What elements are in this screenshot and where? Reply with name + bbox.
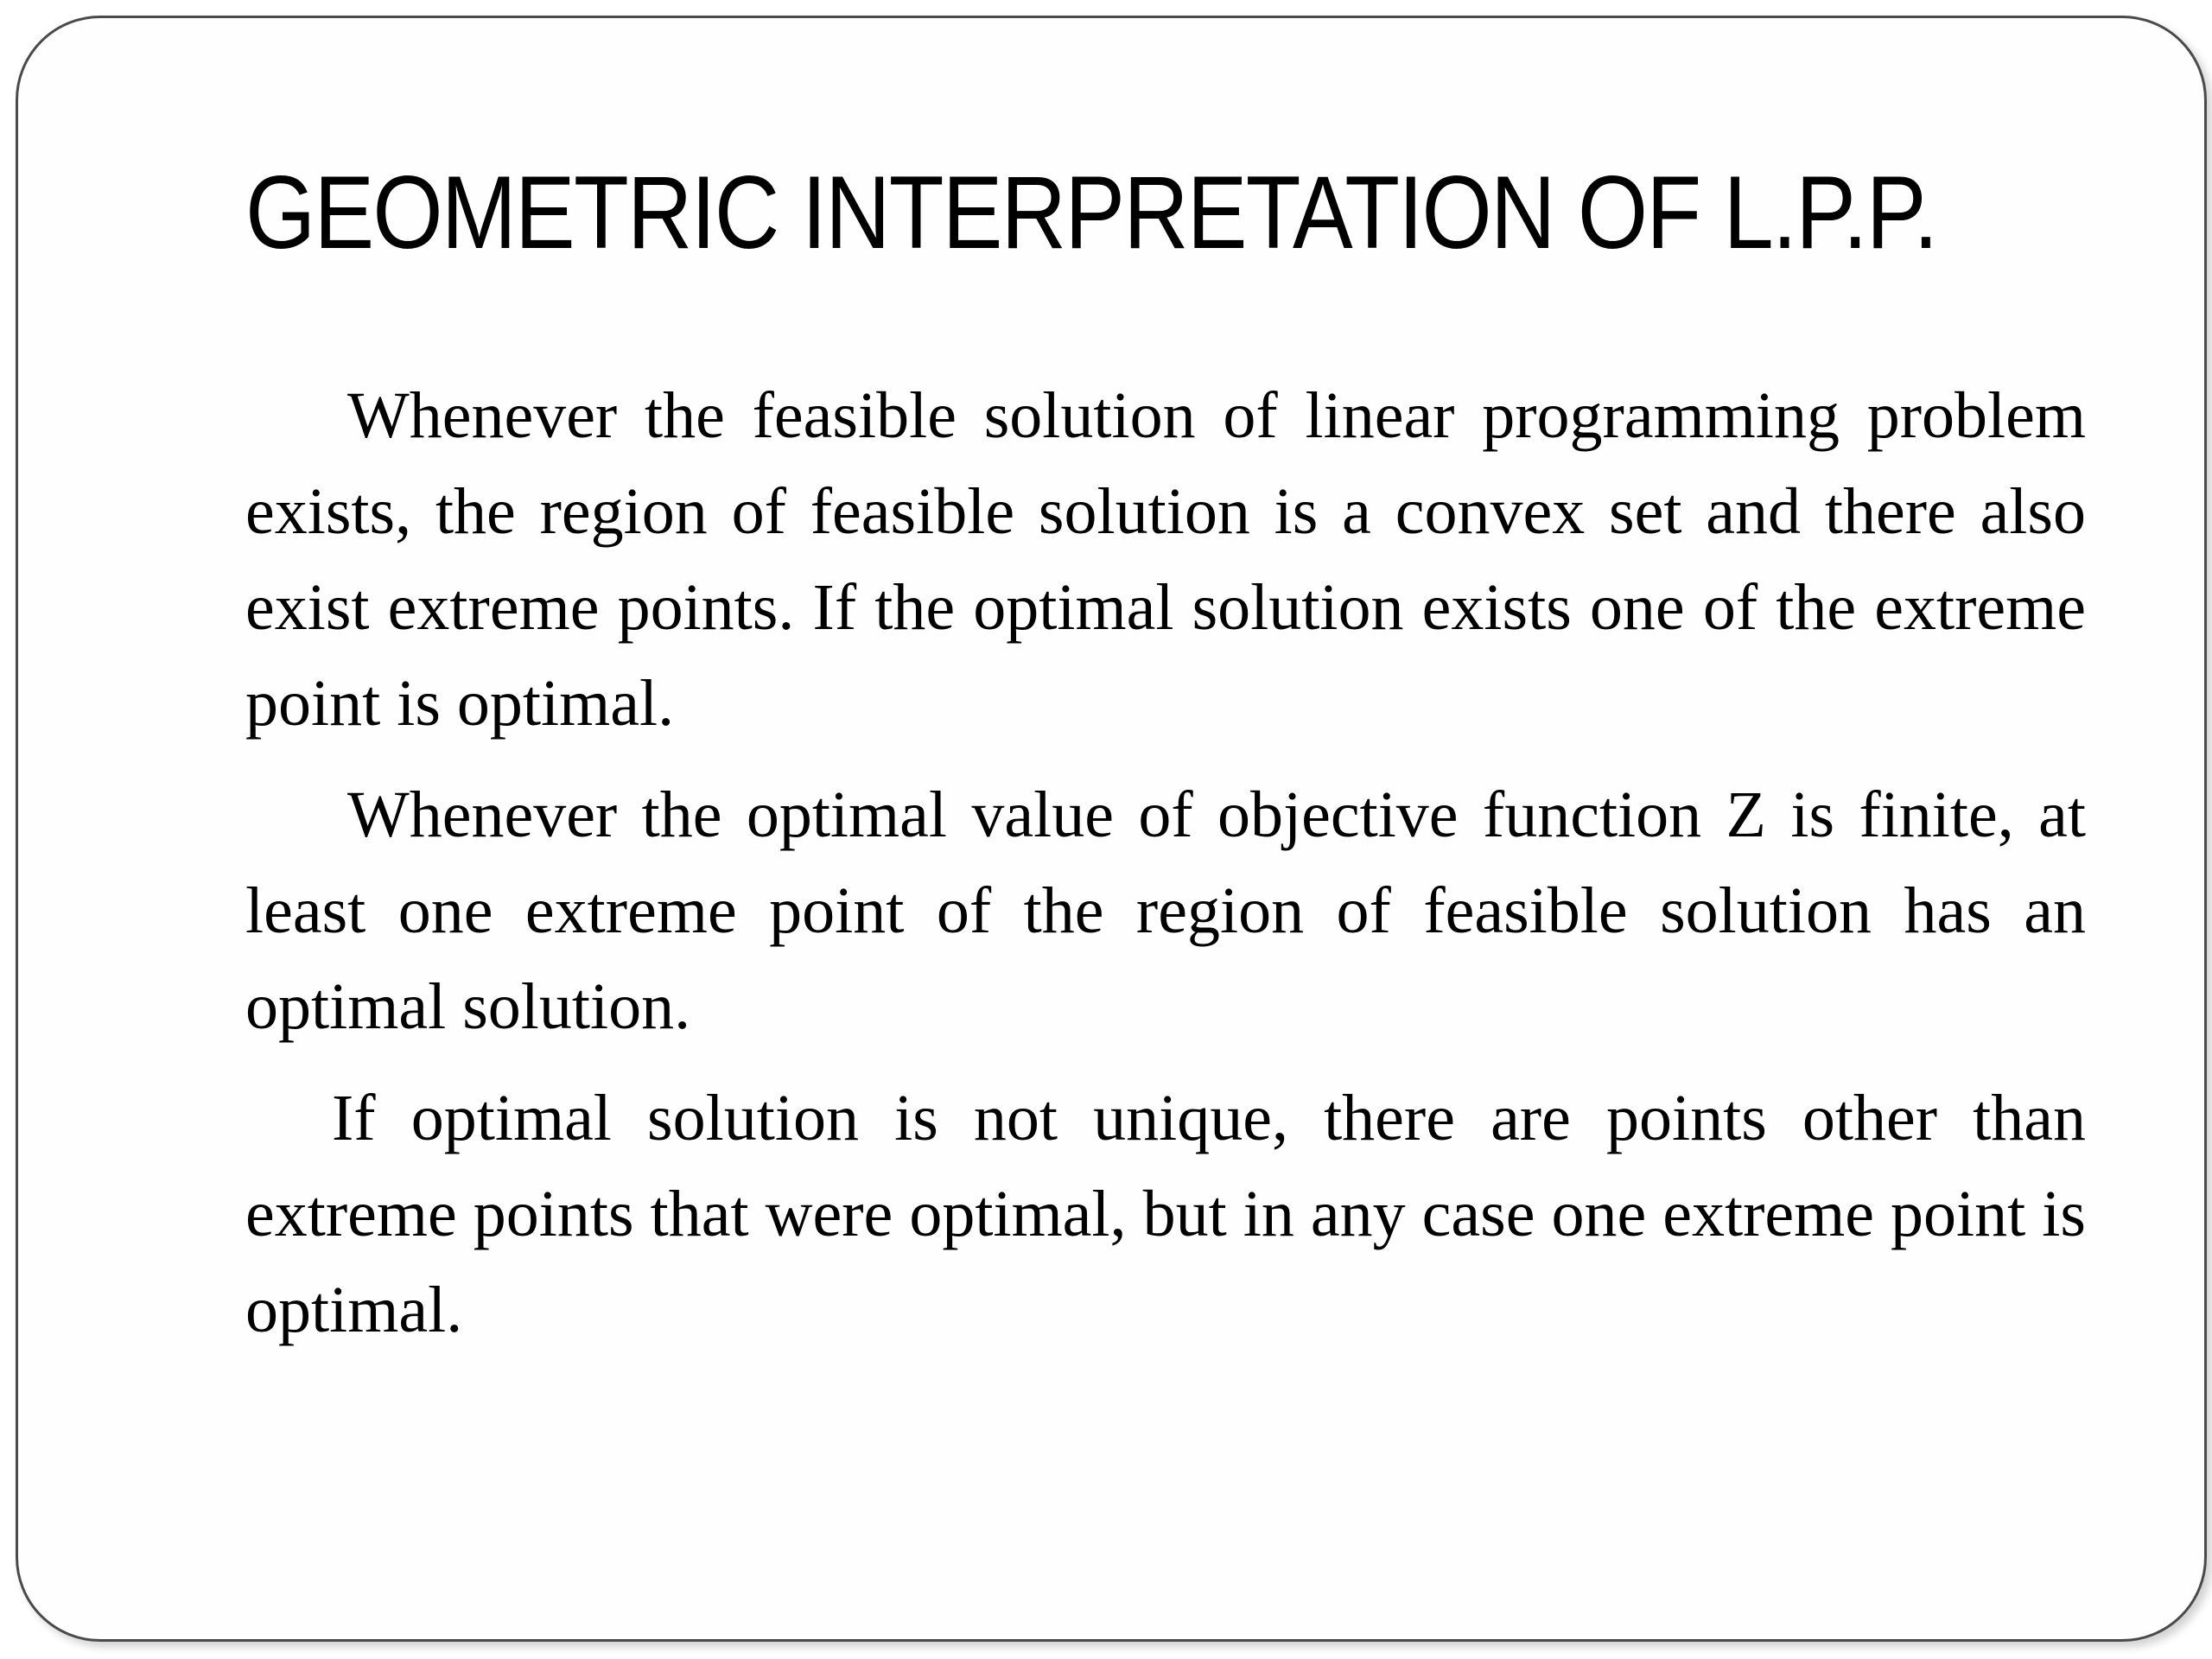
slide-body [245, 368, 2086, 1374]
slide-title: GEOMETRIC INTERPRETATION OF L.P.P. [245, 155, 1937, 270]
paragraph-feasible-solution: Whenever the feasible solution of linear programming problem exists, the region of feasible solution is a convex set and there also exist extreme points. If the optimal solution exists one of the extreme point is optimal. [245, 379, 2086, 740]
paragraph-non-unique-solution: If optimal solution is not unique, there are points other than extreme points that were optimal, but in any case one extreme point is optimal. [245, 1082, 2086, 1346]
paragraph-objective-function: Whenever the optimal value of objective function Z is finite, at least one extreme point of the region of feasible solution has an optimal solution. [245, 779, 2086, 1043]
